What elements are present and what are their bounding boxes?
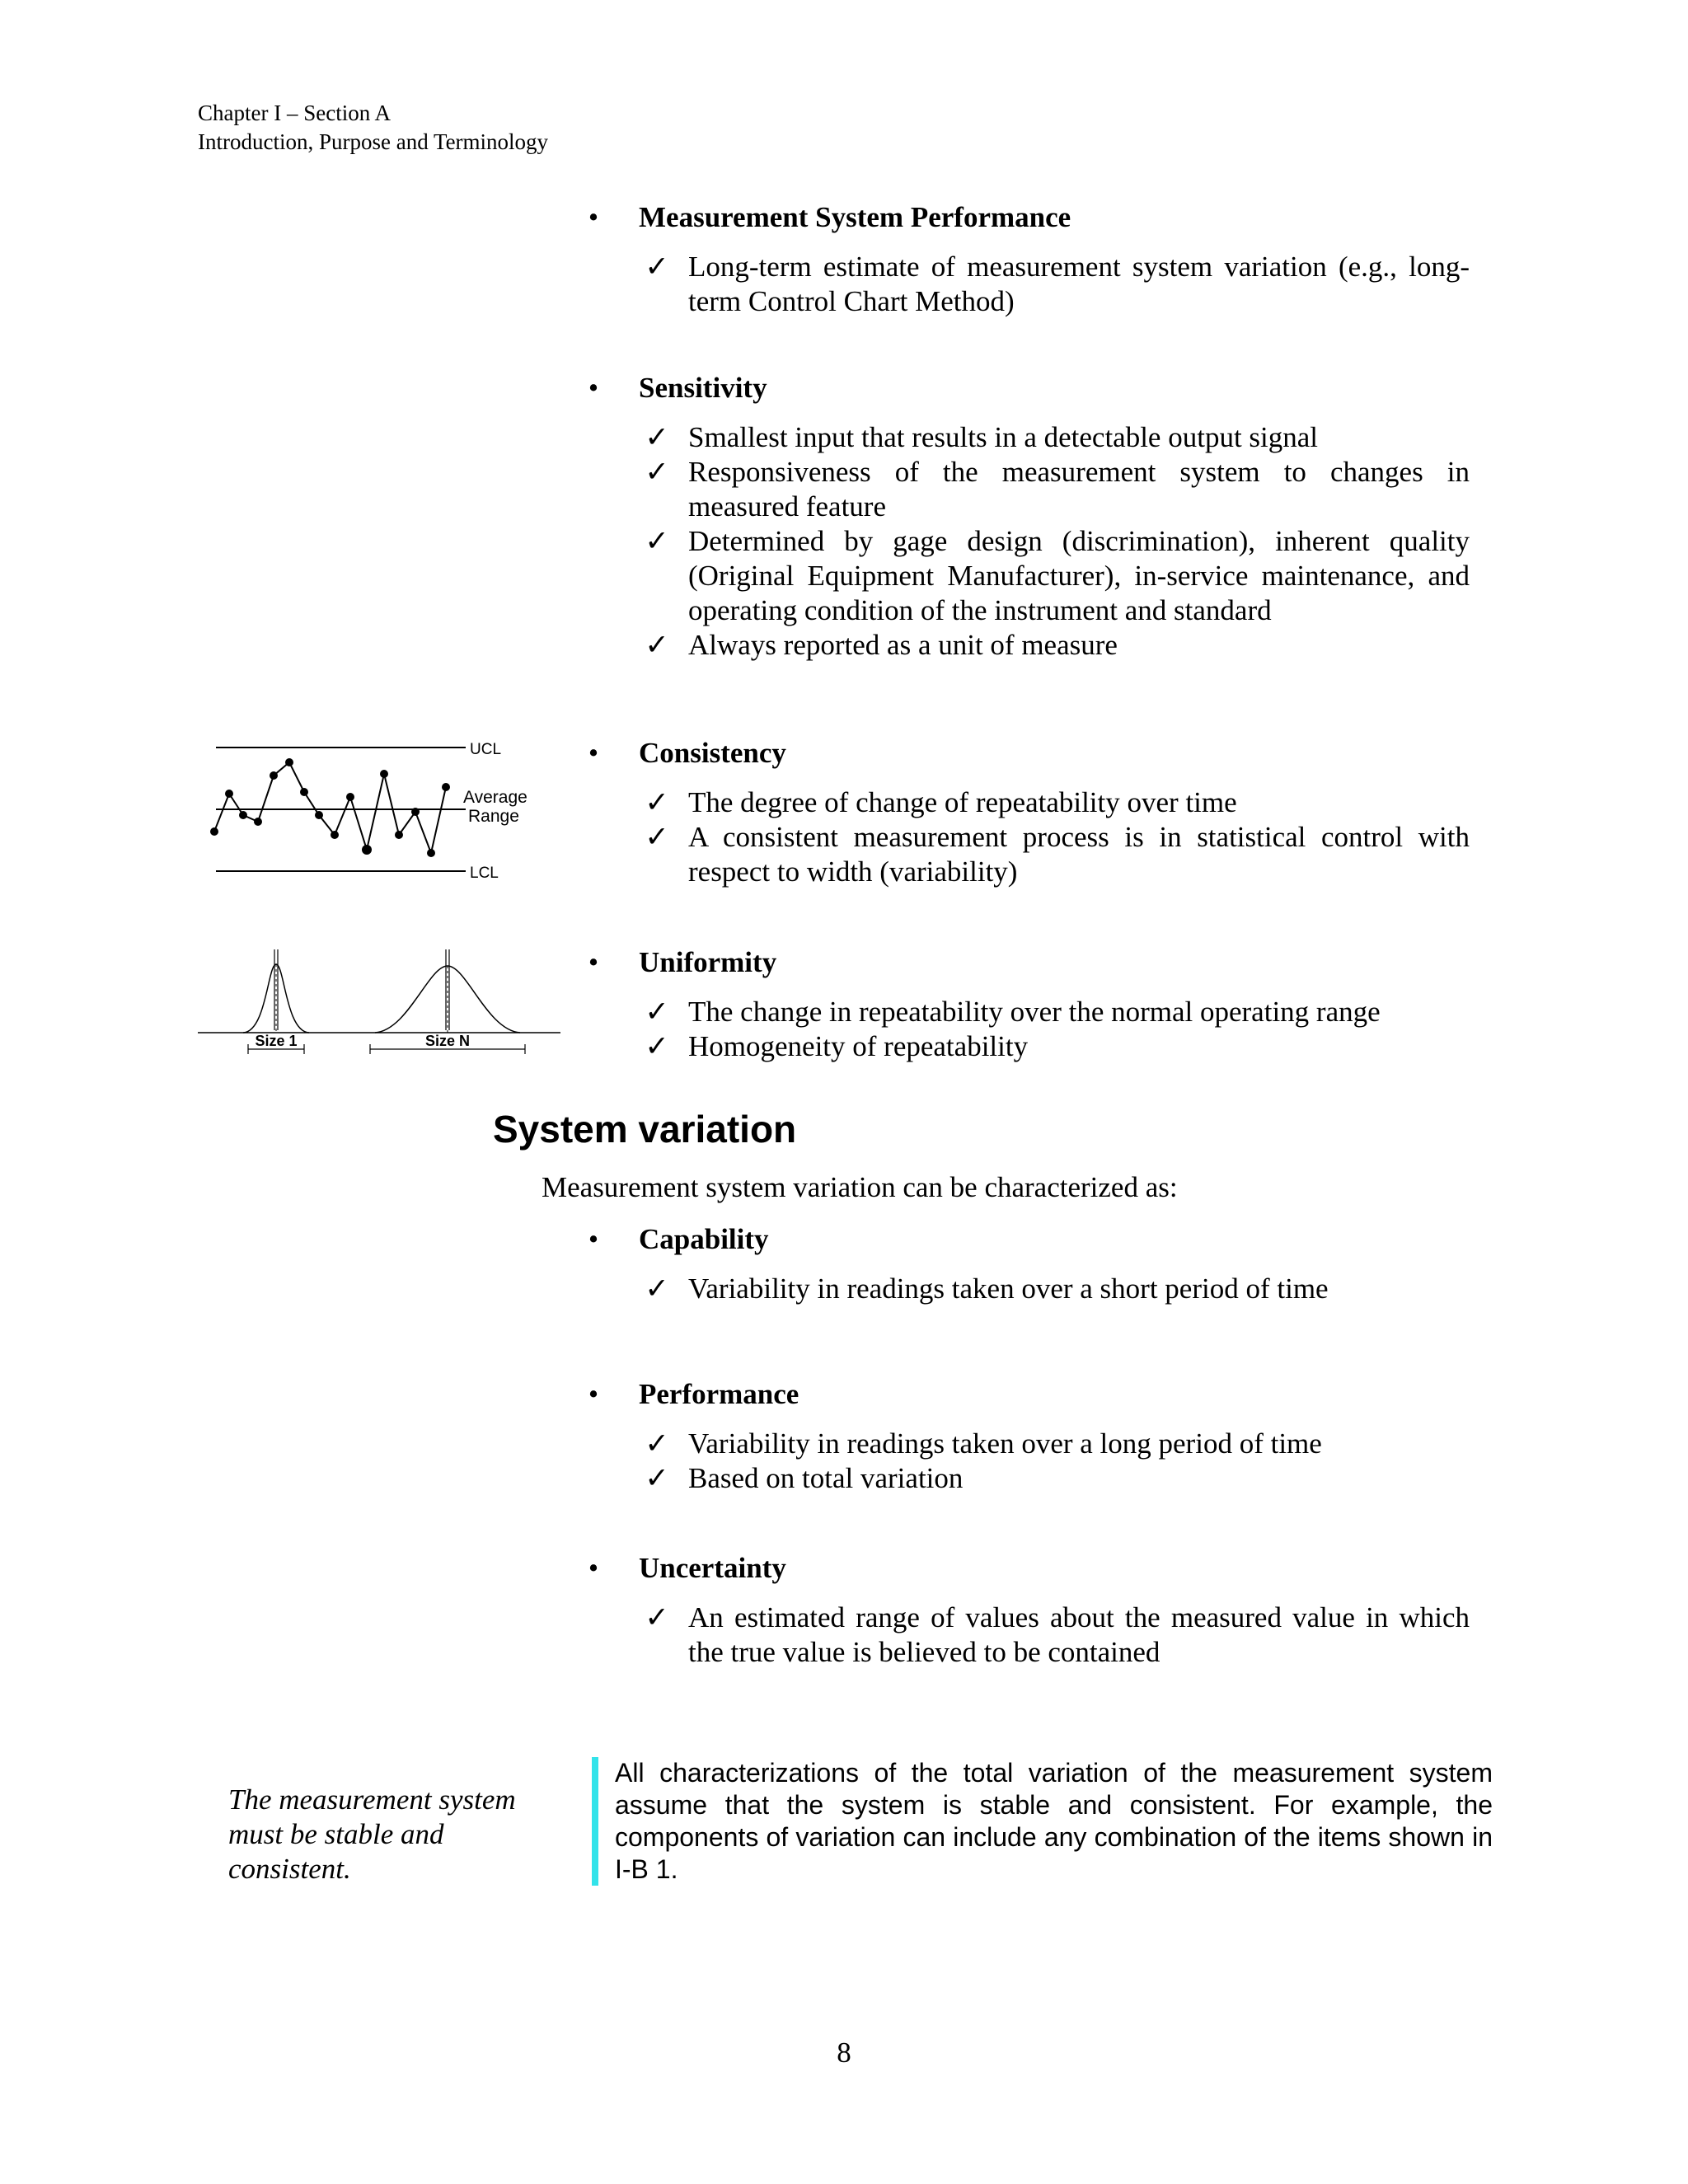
bullet-icon: • (588, 946, 599, 978)
checkmark-icon: ✓ (645, 1030, 669, 1062)
bullet-icon: • (588, 1552, 599, 1584)
check-item: ✓ The change in repeatability over the normal operating range (688, 995, 1470, 1029)
ucl-label: UCL (470, 741, 502, 758)
running-header (198, 99, 548, 157)
section-uncertainty (581, 1551, 1470, 1670)
checkmark-icon: ✓ (645, 996, 669, 1028)
checkmark-icon: ✓ (645, 1427, 669, 1460)
range-trace (214, 762, 446, 853)
bullet-icon: • (588, 201, 599, 233)
checkmark-icon: ✓ (645, 1272, 669, 1305)
range-label: Range (468, 807, 519, 826)
section-title: • Sensitivity (581, 371, 1470, 405)
checkmark-icon: ✓ (645, 525, 669, 557)
check-item: ✓ Always reported as a unit of measure (688, 628, 1470, 663)
section-uniformity (581, 945, 1470, 1064)
checkmark-icon: ✓ (645, 421, 669, 453)
bullet-icon: • (588, 1378, 599, 1410)
page-number: 8 (837, 2036, 851, 2069)
system-variation-intro: Measurement system variation can be characterized as: (542, 1171, 1178, 1203)
check-item: ✓ Based on total variation (688, 1461, 1470, 1496)
check-item: ✓ The degree of change of repeatability over time (688, 785, 1470, 820)
section-title: • Performance (581, 1377, 1470, 1412)
checkmark-icon: ✓ (645, 821, 669, 853)
checkmark-icon: ✓ (645, 786, 669, 818)
section-title: • Capability (581, 1222, 1470, 1257)
section-capability (581, 1222, 1470, 1306)
bullet-icon: • (588, 737, 599, 769)
section-title: • Uniformity (581, 945, 1470, 980)
bullet-icon: • (588, 372, 599, 404)
section-consistency (581, 736, 1470, 889)
checkmark-icon: ✓ (645, 251, 669, 283)
section-sensitivity (581, 371, 1470, 663)
margin-note: The measurement system must be stable and consistent. (228, 1783, 516, 1885)
section-measurement-system-performance (581, 200, 1470, 319)
section-title: • Consistency (581, 736, 1470, 771)
check-item: ✓ A consistent measurement process is in statistical control with respect to width (variability) (688, 820, 1470, 889)
check-item: ✓ Determined by gage design (discrimination), inherent quality (Original Equipment Manufacturer), in-service maintenance, and operating condition of the instrument and standard (688, 524, 1470, 628)
section-title: • Uncertainty (581, 1551, 1470, 1586)
section-performance (581, 1377, 1470, 1496)
check-item: ✓ Long-term estimate of measurement system variation (e.g., long-term Control Chart Method) (688, 250, 1470, 319)
range-points (210, 758, 450, 857)
lcl-label: LCL (470, 865, 499, 882)
size-1-label: Size 1 (255, 1033, 298, 1049)
check-item: ✓ An estimated range of values about the measured value in which the true value is believed to be contained (688, 1601, 1470, 1670)
checkmark-icon: ✓ (645, 456, 669, 488)
header-title: Introduction, Purpose and Terminology (198, 129, 549, 154)
check-item: ✓ Variability in readings taken over a short period of time (688, 1272, 1470, 1306)
checkmark-icon: ✓ (645, 1462, 669, 1494)
uniformity-distributions-illustration (194, 948, 565, 1063)
checkmark-icon: ✓ (645, 629, 669, 661)
heading-system-variation: System variation (493, 1108, 797, 1151)
bullet-icon: • (588, 1223, 599, 1255)
check-item: ✓ Homogeneity of repeatability (688, 1029, 1470, 1064)
checkmark-icon: ✓ (645, 1601, 669, 1633)
section-title: • Measurement System Performance (581, 200, 1470, 235)
size-n-label: Size N (424, 1033, 471, 1049)
header-chapter: Chapter I – Section A (198, 101, 391, 125)
highlighted-note: All characterizations of the total variation of the measurement system assume that the system is stable and consistent. For example, the components of variation can include any combination of the items shown in I-B 1. (592, 1757, 1493, 1886)
average-label: Average (463, 788, 528, 807)
check-item: ✓ Responsiveness of the measurement system to changes in measured feature (688, 455, 1470, 524)
check-item: ✓ Variability in readings taken over a long period of time (688, 1427, 1470, 1461)
check-item: ✓ Smallest input that results in a detectable output signal (688, 420, 1470, 455)
control-chart-illustration (206, 729, 552, 886)
